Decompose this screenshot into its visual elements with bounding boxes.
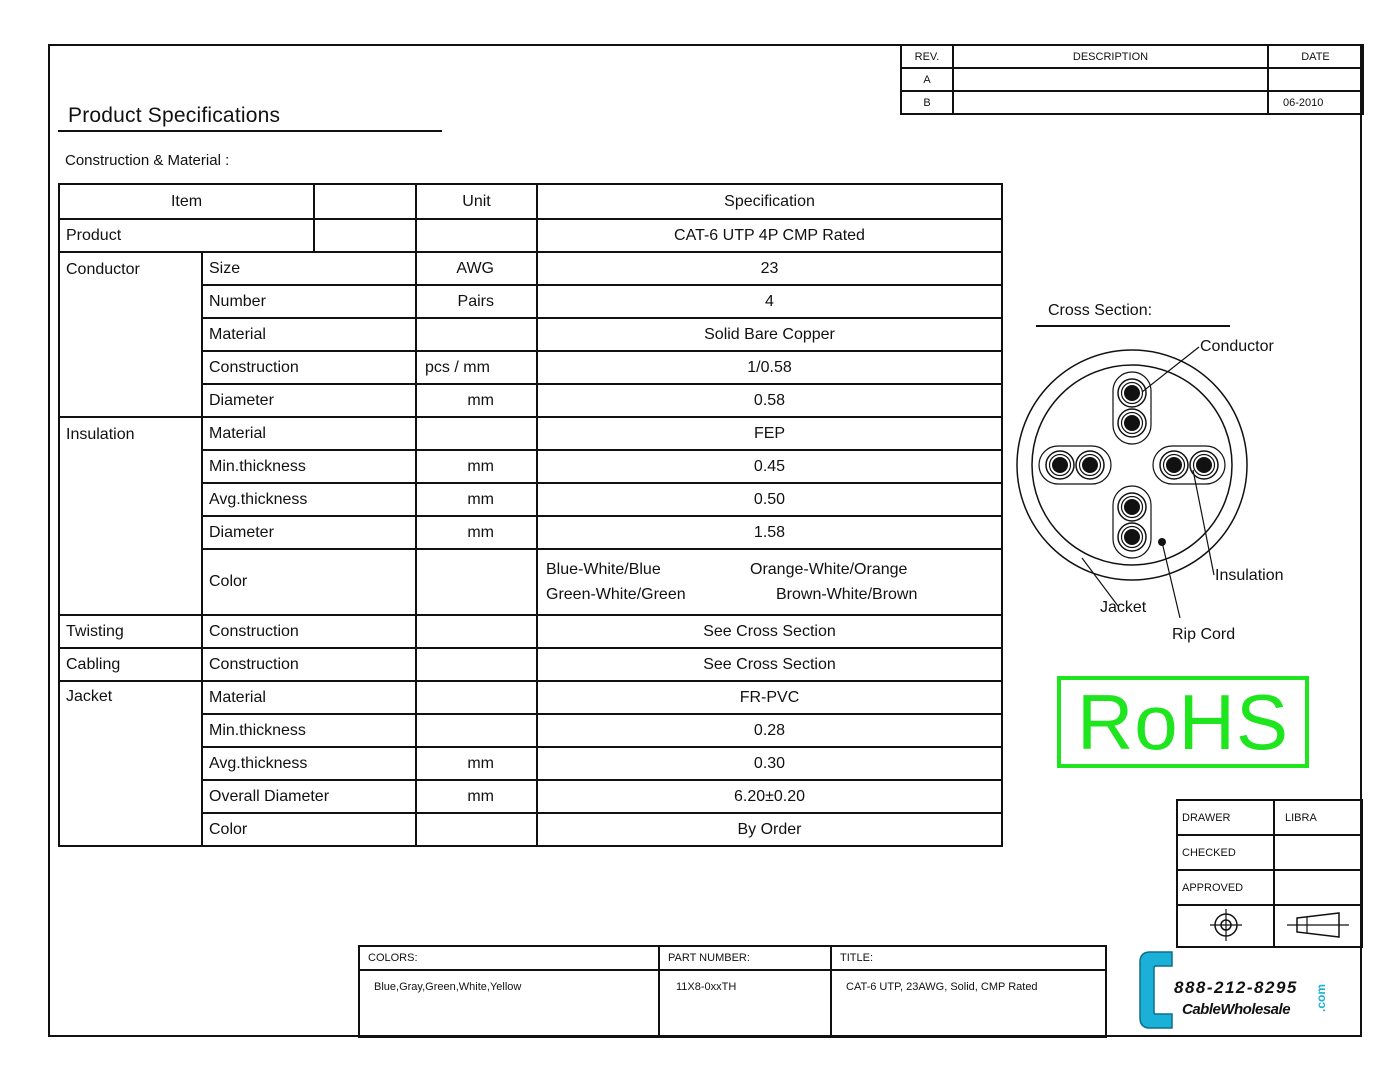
approved-label: APPROVED <box>1177 870 1274 905</box>
color-pair: Green-White/Green <box>546 585 686 603</box>
spec-row-value: 1.58 <box>537 516 1002 549</box>
product-label: Product <box>59 219 314 252</box>
description-header: DESCRIPTION <box>953 45 1268 68</box>
color-pair: Blue-White/Blue <box>546 560 661 578</box>
header-unit: Unit <box>416 184 537 219</box>
spec-row-name: Color <box>202 549 416 615</box>
rip-cord-dot <box>1158 538 1166 546</box>
spec-row-unit <box>416 714 537 747</box>
spec-row-unit <box>416 813 537 846</box>
logo-suffix: .com <box>1314 983 1328 1012</box>
checked-value <box>1274 835 1362 870</box>
cablewholesale-logo <box>1136 948 1336 1032</box>
spec-row-name: Diameter <box>202 516 416 549</box>
rev-a: A <box>901 68 953 91</box>
header-item: Item <box>59 184 314 219</box>
title-label: TITLE: <box>831 946 1106 970</box>
spec-row-name: Material <box>202 417 416 450</box>
spec-row-name: Overall Diameter <box>202 780 416 813</box>
pair-right <box>1153 446 1225 484</box>
spec-row-unit: mm <box>416 384 537 417</box>
pair-bottom <box>1113 486 1151 558</box>
product-value: CAT-6 UTP 4P CMP Rated <box>537 219 1002 252</box>
color-pair: Brown-White/Brown <box>776 585 918 603</box>
spec-row-unit <box>416 648 537 681</box>
header-blank <box>314 184 416 219</box>
spec-row-unit <box>416 549 537 615</box>
part-number-label: PART NUMBER: <box>659 946 831 970</box>
part-number-value: 11X8-0xxTH <box>659 970 831 1037</box>
spec-row-value: 0.45 <box>537 450 1002 483</box>
conductor-leader-line <box>1142 347 1199 392</box>
spec-row-value: 0.58 <box>537 384 1002 417</box>
revision-table <box>900 44 1364 115</box>
spec-row-name: Material <box>202 681 416 714</box>
logo-phone: 888-212-8295 <box>1174 978 1298 997</box>
spec-row-value: FEP <box>537 417 1002 450</box>
spec-row-value: 6.20±0.20 <box>537 780 1002 813</box>
spec-row-value: 1/0.58 <box>537 351 1002 384</box>
spec-row-name: Construction <box>202 648 416 681</box>
spec-row-value: 0.28 <box>537 714 1002 747</box>
projection-target-icon <box>1177 905 1274 947</box>
spec-row-value: FR-PVC <box>537 681 1002 714</box>
spec-row-name: Number <box>202 285 416 318</box>
spec-row-value: Solid Bare Copper <box>537 318 1002 351</box>
colors-label: COLORS: <box>359 946 659 970</box>
conductor-label: Conductor <box>59 252 202 417</box>
conductor-core <box>1082 457 1098 473</box>
spec-row-value: 0.50 <box>537 483 1002 516</box>
twisted-pairs <box>1039 372 1225 558</box>
conductor-label-text: Conductor <box>1200 338 1274 355</box>
conductor-core <box>1166 457 1182 473</box>
conductor-core <box>1196 457 1212 473</box>
spec-row-name: Min.thickness <box>202 714 416 747</box>
rohs-badge: RoHS <box>1057 676 1309 768</box>
jacket-outer-circle <box>1017 350 1247 580</box>
spec-row-value: 23 <box>537 252 1002 285</box>
checked-label: CHECKED <box>1177 835 1274 870</box>
spec-row-name: Min.thickness <box>202 450 416 483</box>
insulation-label-text: Insulation <box>1215 567 1284 584</box>
approval-table <box>1176 799 1363 948</box>
spec-row-unit: mm <box>416 516 537 549</box>
conductor-core <box>1052 457 1068 473</box>
rev-b-date: 06-2010 <box>1268 91 1363 114</box>
spec-row-unit <box>416 417 537 450</box>
spec-row-unit <box>416 681 537 714</box>
spec-row-unit: Pairs <box>416 285 537 318</box>
page-title: Product Specifications <box>68 104 281 127</box>
product-blank <box>314 219 416 252</box>
spec-row-unit: pcs / mm <box>416 351 537 384</box>
pair-top <box>1113 372 1151 444</box>
conductor-core <box>1124 415 1140 431</box>
spec-table <box>58 183 1003 847</box>
jacket-label: Jacket <box>59 681 202 846</box>
spec-row-name: Color <box>202 813 416 846</box>
rev-a-date <box>1268 68 1363 91</box>
color-pair: Orange-White/Orange <box>750 560 908 578</box>
twisting-label: Twisting <box>59 615 202 648</box>
rip-cord-label-text: Rip Cord <box>1172 626 1236 643</box>
spec-row-unit: mm <box>416 780 537 813</box>
spec-row-unit <box>416 615 537 648</box>
drawer-value: LIBRA <box>1274 800 1362 835</box>
conductor-core <box>1124 529 1140 545</box>
cross-section-title: Cross Section: <box>1048 302 1153 319</box>
spec-row-value: By Order <box>537 813 1002 846</box>
rev-a-description <box>953 68 1268 91</box>
title-underline <box>58 130 442 132</box>
spec-row-unit: mm <box>416 450 537 483</box>
title-block <box>358 945 1107 1038</box>
date-header: DATE <box>1268 45 1363 68</box>
insulation-leader-line <box>1193 470 1214 575</box>
rev-b-description <box>953 91 1268 114</box>
spec-row-name: Material <box>202 318 416 351</box>
header-specification: Specification <box>537 184 1002 219</box>
conductor-core <box>1124 499 1140 515</box>
spec-row-name: Avg.thickness <box>202 483 416 516</box>
conductor-core <box>1124 385 1140 401</box>
spec-row-unit <box>416 318 537 351</box>
spec-row-name: Size <box>202 252 416 285</box>
insulation-label: Insulation <box>59 417 202 615</box>
spec-row-value: See Cross Section <box>537 615 1002 648</box>
spec-row-name: Construction <box>202 615 416 648</box>
spec-row-name: Construction <box>202 351 416 384</box>
spec-row-name: Diameter <box>202 384 416 417</box>
spec-row-unit: AWG <box>416 252 537 285</box>
spec-row-value: 4 <box>537 285 1002 318</box>
pair-left <box>1039 446 1111 484</box>
cross-section-underline <box>1036 325 1230 327</box>
cable-cross-section-diagram <box>1010 330 1260 630</box>
rev-b: B <box>901 91 953 114</box>
drawer-label: DRAWER <box>1177 800 1274 835</box>
spec-row-unit: mm <box>416 747 537 780</box>
spec-row-unit: mm <box>416 483 537 516</box>
projection-cone-icon <box>1274 905 1362 947</box>
cabling-label: Cabling <box>59 648 202 681</box>
insulation-colors <box>537 549 1002 615</box>
approved-value <box>1274 870 1362 905</box>
spec-row-value: 0.30 <box>537 747 1002 780</box>
section-subtitle: Construction & Material : <box>65 152 230 169</box>
jacket-label-text: Jacket <box>1100 599 1147 616</box>
spec-row-name: Avg.thickness <box>202 747 416 780</box>
title-value: CAT-6 UTP, 23AWG, Solid, CMP Rated <box>831 970 1106 1037</box>
logo-name: CableWholesale <box>1182 1001 1291 1018</box>
rev-header: REV. <box>901 45 953 68</box>
colors-value: Blue,Gray,Green,White,Yellow <box>359 970 659 1037</box>
spec-row-value: See Cross Section <box>537 648 1002 681</box>
product-unit <box>416 219 537 252</box>
